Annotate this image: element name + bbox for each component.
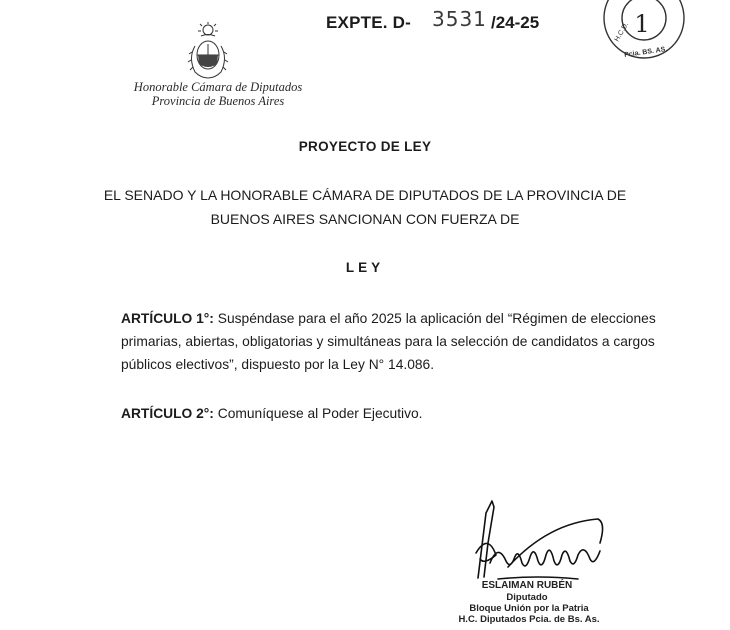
- institution-name: Honorable Cámara de Diputados: [133, 80, 303, 94]
- article-2-label: ARTÍCULO 2°:: [121, 406, 214, 421]
- article-2-text: Comuníquese al Poder Ejecutivo.: [217, 406, 423, 421]
- signatory-institution: H.C. Diputados Pcia. de Bs. As.: [458, 614, 600, 625]
- seal-bottom-text: Pcia. BS. AS.: [623, 46, 668, 59]
- argentine-coat-of-arms-icon: [186, 22, 230, 80]
- handwritten-signature-icon: [458, 493, 608, 583]
- signatory-role: Diputado: [506, 592, 548, 603]
- article-2: [121, 402, 681, 425]
- ley-heading: LEY: [345, 260, 385, 275]
- enacting-clause-line-2: BUENOS AIRES SANCIONAN CON FUERZA DE: [210, 211, 520, 227]
- chamber-seal-stamp-icon: [594, 0, 690, 66]
- document-title: PROYECTO DE LEY: [298, 139, 432, 154]
- enacting-clause-line-1: EL SENADO Y LA HONORABLE CÁMARA DE DIPUTADOS DE LA PROVINCIA DE: [103, 187, 627, 203]
- institution-province: Provincia de Buenos Aires: [151, 94, 285, 108]
- expediente-number: 3531: [432, 7, 487, 31]
- expediente-label: EXPTE. D-: [326, 13, 411, 32]
- signatory-bloc: Bloque Unión por la Patria: [469, 603, 589, 614]
- seal-folio-number: 1: [634, 10, 650, 38]
- seal-side-text: H.C.D.: [613, 21, 631, 43]
- signatory-name: ESLAIMAN RUBÉN: [481, 580, 573, 591]
- expediente-year: /24-25: [491, 13, 540, 32]
- article-1: [121, 307, 681, 376]
- article-1-text: Suspéndase para el año 2025 la aplicación del “Régimen de elecciones primarias, abiertas, obligatorias y simultáneas para la selección de candidatos a cargos públicos electivos”, dispuesto por la Ley N° 14.086.: [121, 311, 656, 372]
- article-1-label: ARTÍCULO 1°:: [121, 311, 214, 326]
